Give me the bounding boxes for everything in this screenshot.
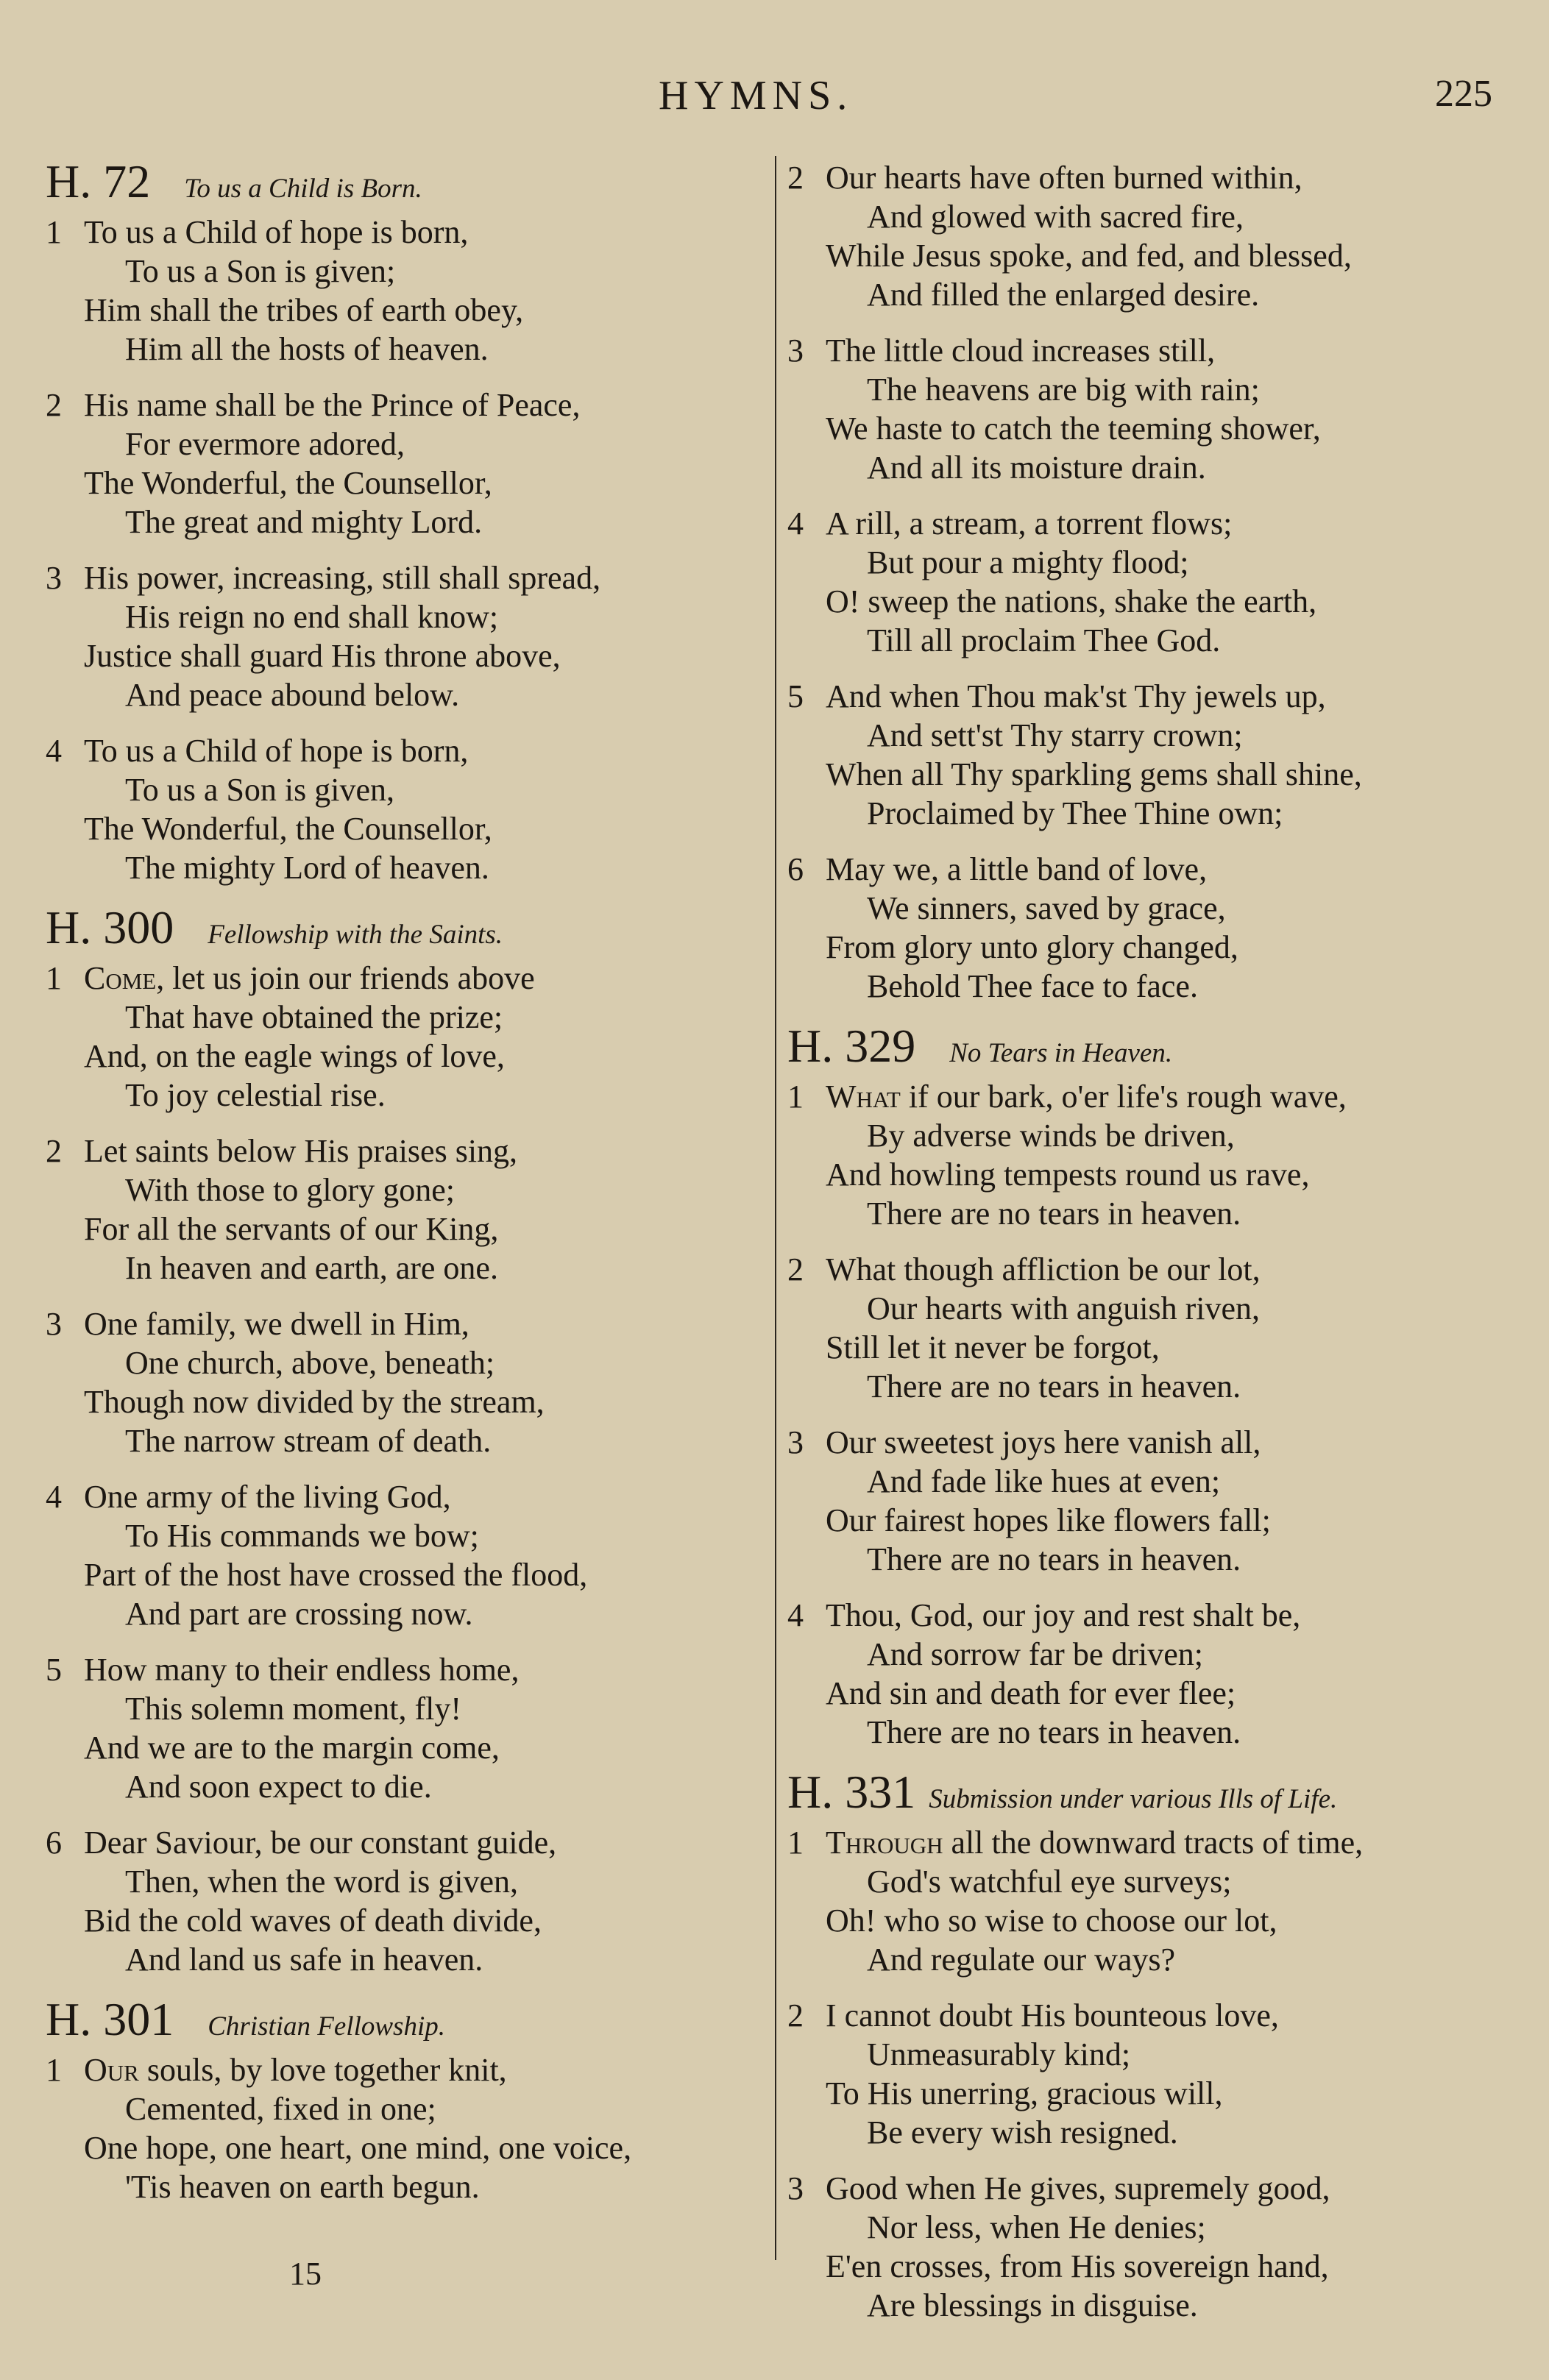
stanza [787, 1250, 1516, 1406]
verse-line [787, 1996, 1516, 2035]
verse-text: His name shall be the Prince of Peace, [84, 387, 581, 423]
stanza-number: 5 [787, 678, 804, 714]
hymn-72 [46, 155, 770, 887]
stanza-number: 3 [787, 2170, 804, 2206]
verse-line: Oh! who so wise to choose our lot, [826, 1903, 1277, 1939]
verse-line: And glowed with sacred fire, [867, 199, 1244, 235]
verse-line: Our fairest hopes like flowers fall; [826, 1502, 1271, 1538]
verse-line: We haste to catch the teeming shower, [826, 411, 1321, 447]
stanza [46, 731, 770, 887]
verse-line: The narrow stream of death. [125, 1423, 492, 1459]
hymn-number: H. 331 [787, 1766, 916, 1818]
verse-text: Thou, God, our joy and rest shalt be, [826, 1597, 1301, 1633]
verse-line [46, 558, 770, 597]
verse-line [787, 1077, 1516, 1116]
verse-line: Bid the cold waves of death divide, [84, 1903, 542, 1939]
verse-line: To His unerring, gracious will, [826, 2075, 1223, 2111]
verse-line: There are no tears in heaven. [867, 1196, 1241, 1232]
verse-line [787, 2169, 1516, 2208]
stanza-number: 1 [46, 960, 62, 996]
hymn-301 [46, 1993, 770, 2206]
stanza-number: 2 [787, 1251, 804, 1287]
running-title: HYMNS. [659, 73, 854, 118]
verse-line [46, 731, 770, 770]
verse-line: That have obtained the prize; [125, 999, 503, 1035]
verse-line: Justice shall guard His throne above, [84, 638, 561, 674]
verse-line: Are blessings in disguise. [867, 2287, 1198, 2323]
verse-line: Behold Thee face to face. [867, 968, 1198, 1004]
verse-line [46, 1823, 770, 1862]
verse-text: His power, increasing, still shall spread, [84, 560, 601, 596]
stanza [787, 677, 1516, 833]
verse-line: And part are crossing now. [125, 1596, 473, 1632]
verse-line [787, 1423, 1516, 1462]
hymn-number: H. 72 [46, 155, 151, 207]
verse-line: And howling tempests round us rave, [826, 1157, 1310, 1193]
verse-line: And land us safe in heaven. [125, 1942, 483, 1978]
verse-line [787, 1250, 1516, 1289]
verse-line: There are no tears in heaven. [867, 1541, 1241, 1577]
verse-line: And fade like hues at even; [867, 1463, 1221, 1499]
stanza [46, 558, 770, 714]
signature-mark: 15 [289, 2256, 322, 2292]
hymn-heading [46, 1993, 770, 2045]
verse-line: To us a Son is given; [125, 253, 396, 289]
verse-line: This solemn moment, fly! [125, 1691, 462, 1727]
verse-text: And when Thou mak'st Thy jewels up, [826, 678, 1326, 714]
page-number: 225 [1435, 73, 1492, 115]
stanza-number: 4 [787, 505, 804, 541]
verse-line: 'Tis heaven on earth begun. [125, 2169, 480, 2205]
hymn-title: To us a Child is Born. [184, 174, 422, 204]
verse-line [46, 2050, 770, 2089]
verse-text: Dear Saviour, be our constant guide, [84, 1825, 557, 1861]
hymn-title: Fellowship with the Saints. [208, 920, 503, 950]
verse-line [787, 158, 1516, 197]
running-head [0, 72, 1549, 124]
verse-line: And we are to the margin come, [84, 1730, 500, 1766]
first-word: Through [826, 1825, 943, 1861]
stanza [46, 1304, 770, 1460]
verse-line: And sett'st Thy starry crown; [867, 717, 1243, 753]
verse-line: Be every wish resigned. [867, 2114, 1178, 2150]
verse-line: The mighty Lord of heaven. [125, 850, 489, 886]
verse-line: And soon expect to die. [125, 1769, 432, 1805]
verse-line: The Wonderful, the Counsellor, [84, 465, 492, 501]
verse-text: How many to their endless home, [84, 1652, 520, 1688]
verse-line [46, 386, 770, 425]
verse-text: I cannot doubt His bounteous love, [826, 1997, 1279, 2033]
stanza [787, 504, 1516, 660]
verse-line: While Jesus spoke, and fed, and blessed, [826, 238, 1352, 274]
verse-line: Our hearts with anguish riven, [867, 1290, 1260, 1326]
hymn-heading [46, 901, 770, 953]
hymn-331 [787, 1766, 1516, 2325]
hymn-329 [787, 1020, 1516, 1752]
verse-line: Cemented, fixed in one; [125, 2091, 436, 2127]
verse-line [46, 213, 770, 252]
hymn-number: H. 301 [46, 1993, 174, 2045]
verse-line: To joy celestial rise. [125, 1077, 386, 1113]
verse-line: The great and mighty Lord. [125, 504, 483, 540]
stanza [46, 213, 770, 369]
left-column [46, 155, 770, 2223]
verse-text: One army of the living God, [84, 1479, 451, 1515]
hymn-300 [46, 901, 770, 1979]
verse-line [787, 1823, 1516, 1862]
hymn-heading [787, 1766, 1516, 1818]
stanza-number: 1 [787, 1079, 804, 1115]
stanza-number: 3 [787, 333, 804, 369]
verse-text: Our hearts have often burned within, [826, 160, 1302, 196]
stanza [46, 959, 770, 1115]
verse-text: To us a Child of hope is born, [84, 733, 469, 769]
stanza-number: 3 [787, 1424, 804, 1460]
stanza [46, 2050, 770, 2206]
stanza [787, 158, 1516, 314]
hymn-number: H. 300 [46, 901, 174, 953]
verse-line: And regulate our ways? [867, 1942, 1176, 1978]
verse-line: Nor less, when He denies; [867, 2209, 1206, 2245]
verse-line [46, 959, 770, 998]
hymn-title: Christian Fellowship. [208, 2011, 445, 2042]
verse-text: The little cloud increases still, [826, 333, 1216, 369]
verse-line: And all its moisture drain. [867, 450, 1206, 486]
stanza-number: 4 [46, 733, 62, 769]
verse-line: And sorrow far be driven; [867, 1636, 1203, 1672]
verse-line: There are no tears in heaven. [867, 1368, 1241, 1404]
verse-text: let us join our friends above [164, 960, 535, 996]
verse-line: Still let it never be forgot, [826, 1329, 1160, 1365]
stanza-number: 1 [46, 214, 62, 250]
stanza [787, 331, 1516, 487]
verse-line [787, 504, 1516, 543]
stanza-number: 1 [787, 1825, 804, 1861]
verse-line: Him shall the tribes of earth obey, [84, 292, 524, 328]
stanza [46, 1132, 770, 1287]
stanza [787, 1596, 1516, 1752]
stanza-number: 3 [46, 1306, 62, 1342]
right-column [787, 158, 1516, 2342]
stanza-number: 2 [46, 1133, 62, 1169]
stanza [787, 850, 1516, 1006]
verse-line [46, 1304, 770, 1343]
stanza-number: 2 [787, 1997, 804, 2033]
stanza-number: 6 [787, 851, 804, 887]
hymn-heading [787, 1020, 1516, 1072]
verse-line: But pour a mighty flood; [867, 544, 1189, 580]
stanza-number: 4 [46, 1479, 62, 1515]
verse-text: May we, a little band of love, [826, 851, 1208, 887]
verse-line: One hope, one heart, one mind, one voice, [84, 2130, 632, 2166]
verse-line: With those to glory gone; [125, 1172, 455, 1208]
verse-line: To His commands we bow; [125, 1518, 479, 1554]
stanza [46, 1477, 770, 1633]
first-word: Our [84, 2052, 139, 2088]
verse-line: For evermore adored, [125, 426, 405, 462]
verse-line: Proclaimed by Thee Thine own; [867, 795, 1283, 831]
verse-text: Good when He gives, supremely good, [826, 2170, 1330, 2206]
verse-line: Part of the host have crossed the flood, [84, 1557, 588, 1593]
stanza-number: 4 [787, 1597, 804, 1633]
stanza-number: 5 [46, 1652, 62, 1688]
verse-line: And filled the enlarged desire. [867, 277, 1260, 313]
stanza-number: 1 [46, 2052, 62, 2088]
verse-line: His reign no end shall know; [125, 599, 499, 635]
verse-line: And peace abound below. [125, 677, 460, 713]
verse-text: if our bark, o'er life's rough wave, [900, 1079, 1347, 1115]
stanza-number: 6 [46, 1825, 62, 1861]
column-divider [775, 156, 776, 2260]
stanza [787, 2169, 1516, 2325]
stanza-number: 2 [46, 387, 62, 423]
hymn-301-continued [787, 158, 1516, 1006]
verse-text: One family, we dwell in Him, [84, 1306, 469, 1342]
verse-text: To us a Child of hope is born, [84, 214, 469, 250]
stanza [787, 1996, 1516, 2152]
verse-line: From glory unto glory changed, [826, 929, 1238, 965]
stanza [46, 386, 770, 541]
verse-line: When all Thy sparkling gems shall shine, [826, 756, 1362, 792]
verse-line: The Wonderful, the Counsellor, [84, 811, 492, 847]
verse-line [787, 331, 1516, 370]
stanza [46, 1650, 770, 1806]
verse-line: By adverse winds be driven, [867, 1118, 1235, 1154]
verse-line: And sin and death for ever flee; [826, 1675, 1236, 1711]
stanza [46, 1823, 770, 1979]
hymn-number: H. 329 [787, 1020, 916, 1072]
verse-line: There are no tears in heaven. [867, 1714, 1241, 1750]
verse-line [787, 1596, 1516, 1635]
stanza [787, 1423, 1516, 1579]
hymn-title: Submission under various Ills of Life. [929, 1784, 1338, 1814]
verse-line: Though now divided by the stream, [84, 1384, 545, 1420]
hymn-heading [46, 155, 770, 207]
verse-line: E'en crosses, from His sovereign hand, [826, 2248, 1329, 2284]
verse-line [46, 1132, 770, 1171]
verse-line: And, on the eagle wings of love, [84, 1038, 505, 1074]
first-word: Come, [84, 960, 165, 996]
verse-line [46, 1477, 770, 1516]
hymn-title: No Tears in Heaven. [949, 1038, 1173, 1068]
verse-line [787, 850, 1516, 889]
stanza-number: 2 [787, 160, 804, 196]
verse-text: souls, by love together knit, [138, 2052, 507, 2088]
verse-line: Then, when the word is given, [125, 1864, 518, 1900]
verse-line [46, 1650, 770, 1689]
verse-line: For all the servants of our King, [84, 1211, 499, 1247]
verse-line: Unmeasurably kind; [867, 2036, 1131, 2072]
verse-line: The heavens are big with rain; [867, 372, 1260, 408]
stanza-number: 3 [46, 560, 62, 596]
first-word: What [826, 1079, 901, 1115]
stanza [787, 1823, 1516, 1979]
verse-line: In heaven and earth, are one. [125, 1250, 498, 1286]
verse-line: To us a Son is given, [125, 772, 395, 808]
verse-line: O! sweep the nations, shake the earth, [826, 583, 1317, 619]
verse-text: Let saints below His praises sing, [84, 1133, 518, 1169]
verse-text: all the downward tracts of time, [943, 1825, 1364, 1861]
verse-line: We sinners, saved by grace, [867, 890, 1226, 926]
verse-line [787, 677, 1516, 716]
verse-line: God's watchful eye surveys; [867, 1864, 1232, 1900]
verse-line: Him all the hosts of heaven. [125, 331, 489, 367]
stanza [787, 1077, 1516, 1233]
verse-line: One church, above, beneath; [125, 1345, 495, 1381]
verse-text: Our sweetest joys here vanish all, [826, 1424, 1261, 1460]
verse-line: Till all proclaim Thee God. [867, 622, 1221, 658]
verse-text: A rill, a stream, a torrent flows; [826, 505, 1233, 541]
verse-text: What though affliction be our lot, [826, 1251, 1261, 1287]
